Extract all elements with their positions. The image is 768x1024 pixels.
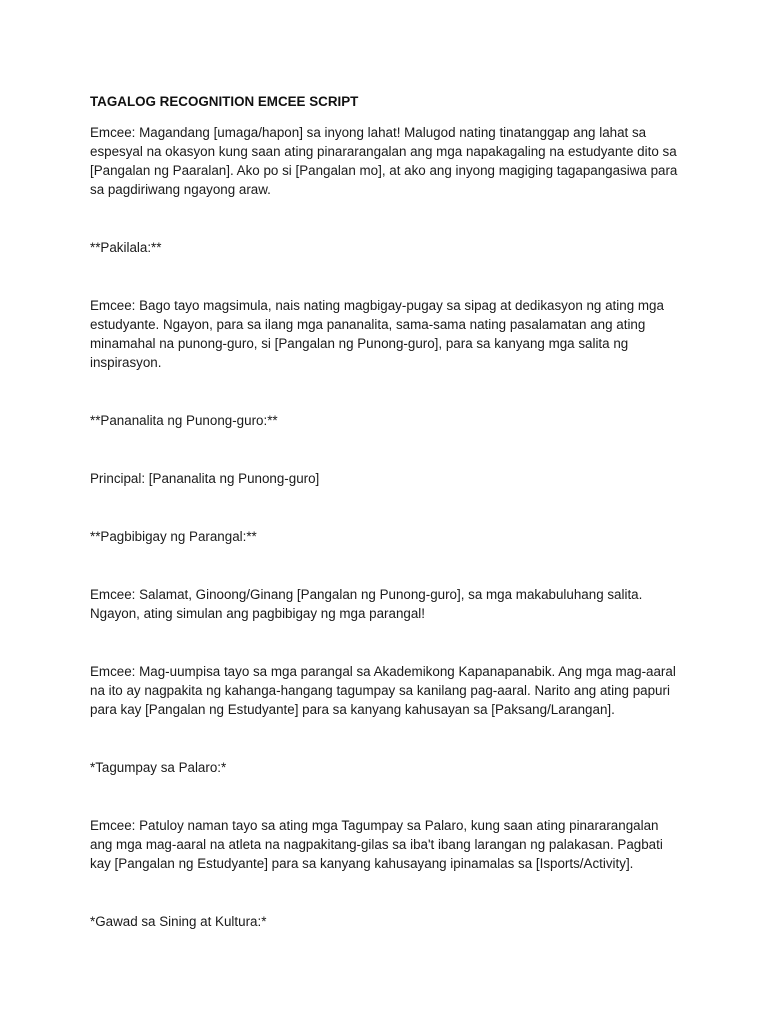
paragraph-thanks: Emcee: Salamat, Ginoong/Ginang [Pangalan ng Punong-guro], sa mga makabuluhang salita. Ngayon, ating simulan ang pagbibigay ng mga parangal! bbox=[90, 587, 643, 621]
section-heading-arts-culture: *Gawad sa Sining at Kultura:* bbox=[90, 914, 267, 929]
paragraph-academic-awards: Emcee: Mag-uumpisa tayo sa mga parangal sa Akademikong Kapanapanabik. Ang mga mag-aaral na ito ay nagpakita ng kahanga-hangang tagumpay sa kanilang pag-aaral. Narito ang ating papuri para kay [Pangalan ng Estudyante] para sa kanyang kahusayan sa [Paksang/Larangan]. bbox=[90, 664, 676, 717]
paragraph-spacer bbox=[90, 873, 684, 912]
paragraph-spacer bbox=[90, 488, 684, 527]
paragraph-spacer bbox=[90, 199, 684, 238]
paragraph-spacer bbox=[90, 777, 684, 816]
section-heading-sports: *Tagumpay sa Palaro:* bbox=[90, 760, 227, 775]
paragraph-spacer bbox=[90, 546, 684, 585]
section-heading-principal-speech: **Pananalita ng Punong-guro:** bbox=[90, 413, 278, 428]
document-body bbox=[90, 92, 684, 931]
document-title: TAGALOG RECOGNITION EMCEE SCRIPT bbox=[90, 94, 359, 109]
paragraph-spacer bbox=[90, 430, 684, 469]
paragraph-spacer bbox=[90, 257, 684, 296]
paragraph-principal: Principal: [Pananalita ng Punong-guro] bbox=[90, 471, 320, 486]
section-heading-awarding: **Pagbibigay ng Parangal:** bbox=[90, 529, 257, 544]
paragraph-spacer bbox=[90, 623, 684, 662]
paragraph-sports-awards: Emcee: Patuloy naman tayo sa ating mga Tagumpay sa Palaro, kung saan ating pinararangalan ang mga mag-aaral na atleta na nagpakitang-gilas sa iba't ibang larangan ng palakasan. Pagbati kay [Pangalan ng Estudyante] para sa kanyang kahusayang ipinamalas sa [Isports/Activity]. bbox=[90, 818, 663, 871]
paragraph-spacer bbox=[90, 372, 684, 411]
section-heading-pakilala: **Pakilala:** bbox=[90, 240, 162, 255]
paragraph-welcome: Emcee: Magandang [umaga/hapon] sa inyong lahat! Malugod nating tinatanggap ang lahat sa espesyal na okasyon kung saan ating pinararangalan ang mga napakagaling na estudyante dito sa [Pangalan ng Paaralan]. Ako po si [Pangalan mo], at ako ang inyong magiging tagapangasiwa para sa pagdiriwang ngayong araw. bbox=[90, 125, 678, 197]
paragraph-spacer bbox=[90, 719, 684, 758]
paragraph-introduction: Emcee: Bago tayo magsimula, nais nating magbigay-pugay sa sipag at dedikasyon ng ating mga estudyante. Ngayon, para sa ilang mga pananalita, sama-sama nating pasalamatan ang ating minamahal na punong-guro, si [Pangalan ng Punong-guro], para sa kanyang mga salita ng inspirasyon. bbox=[90, 298, 664, 370]
